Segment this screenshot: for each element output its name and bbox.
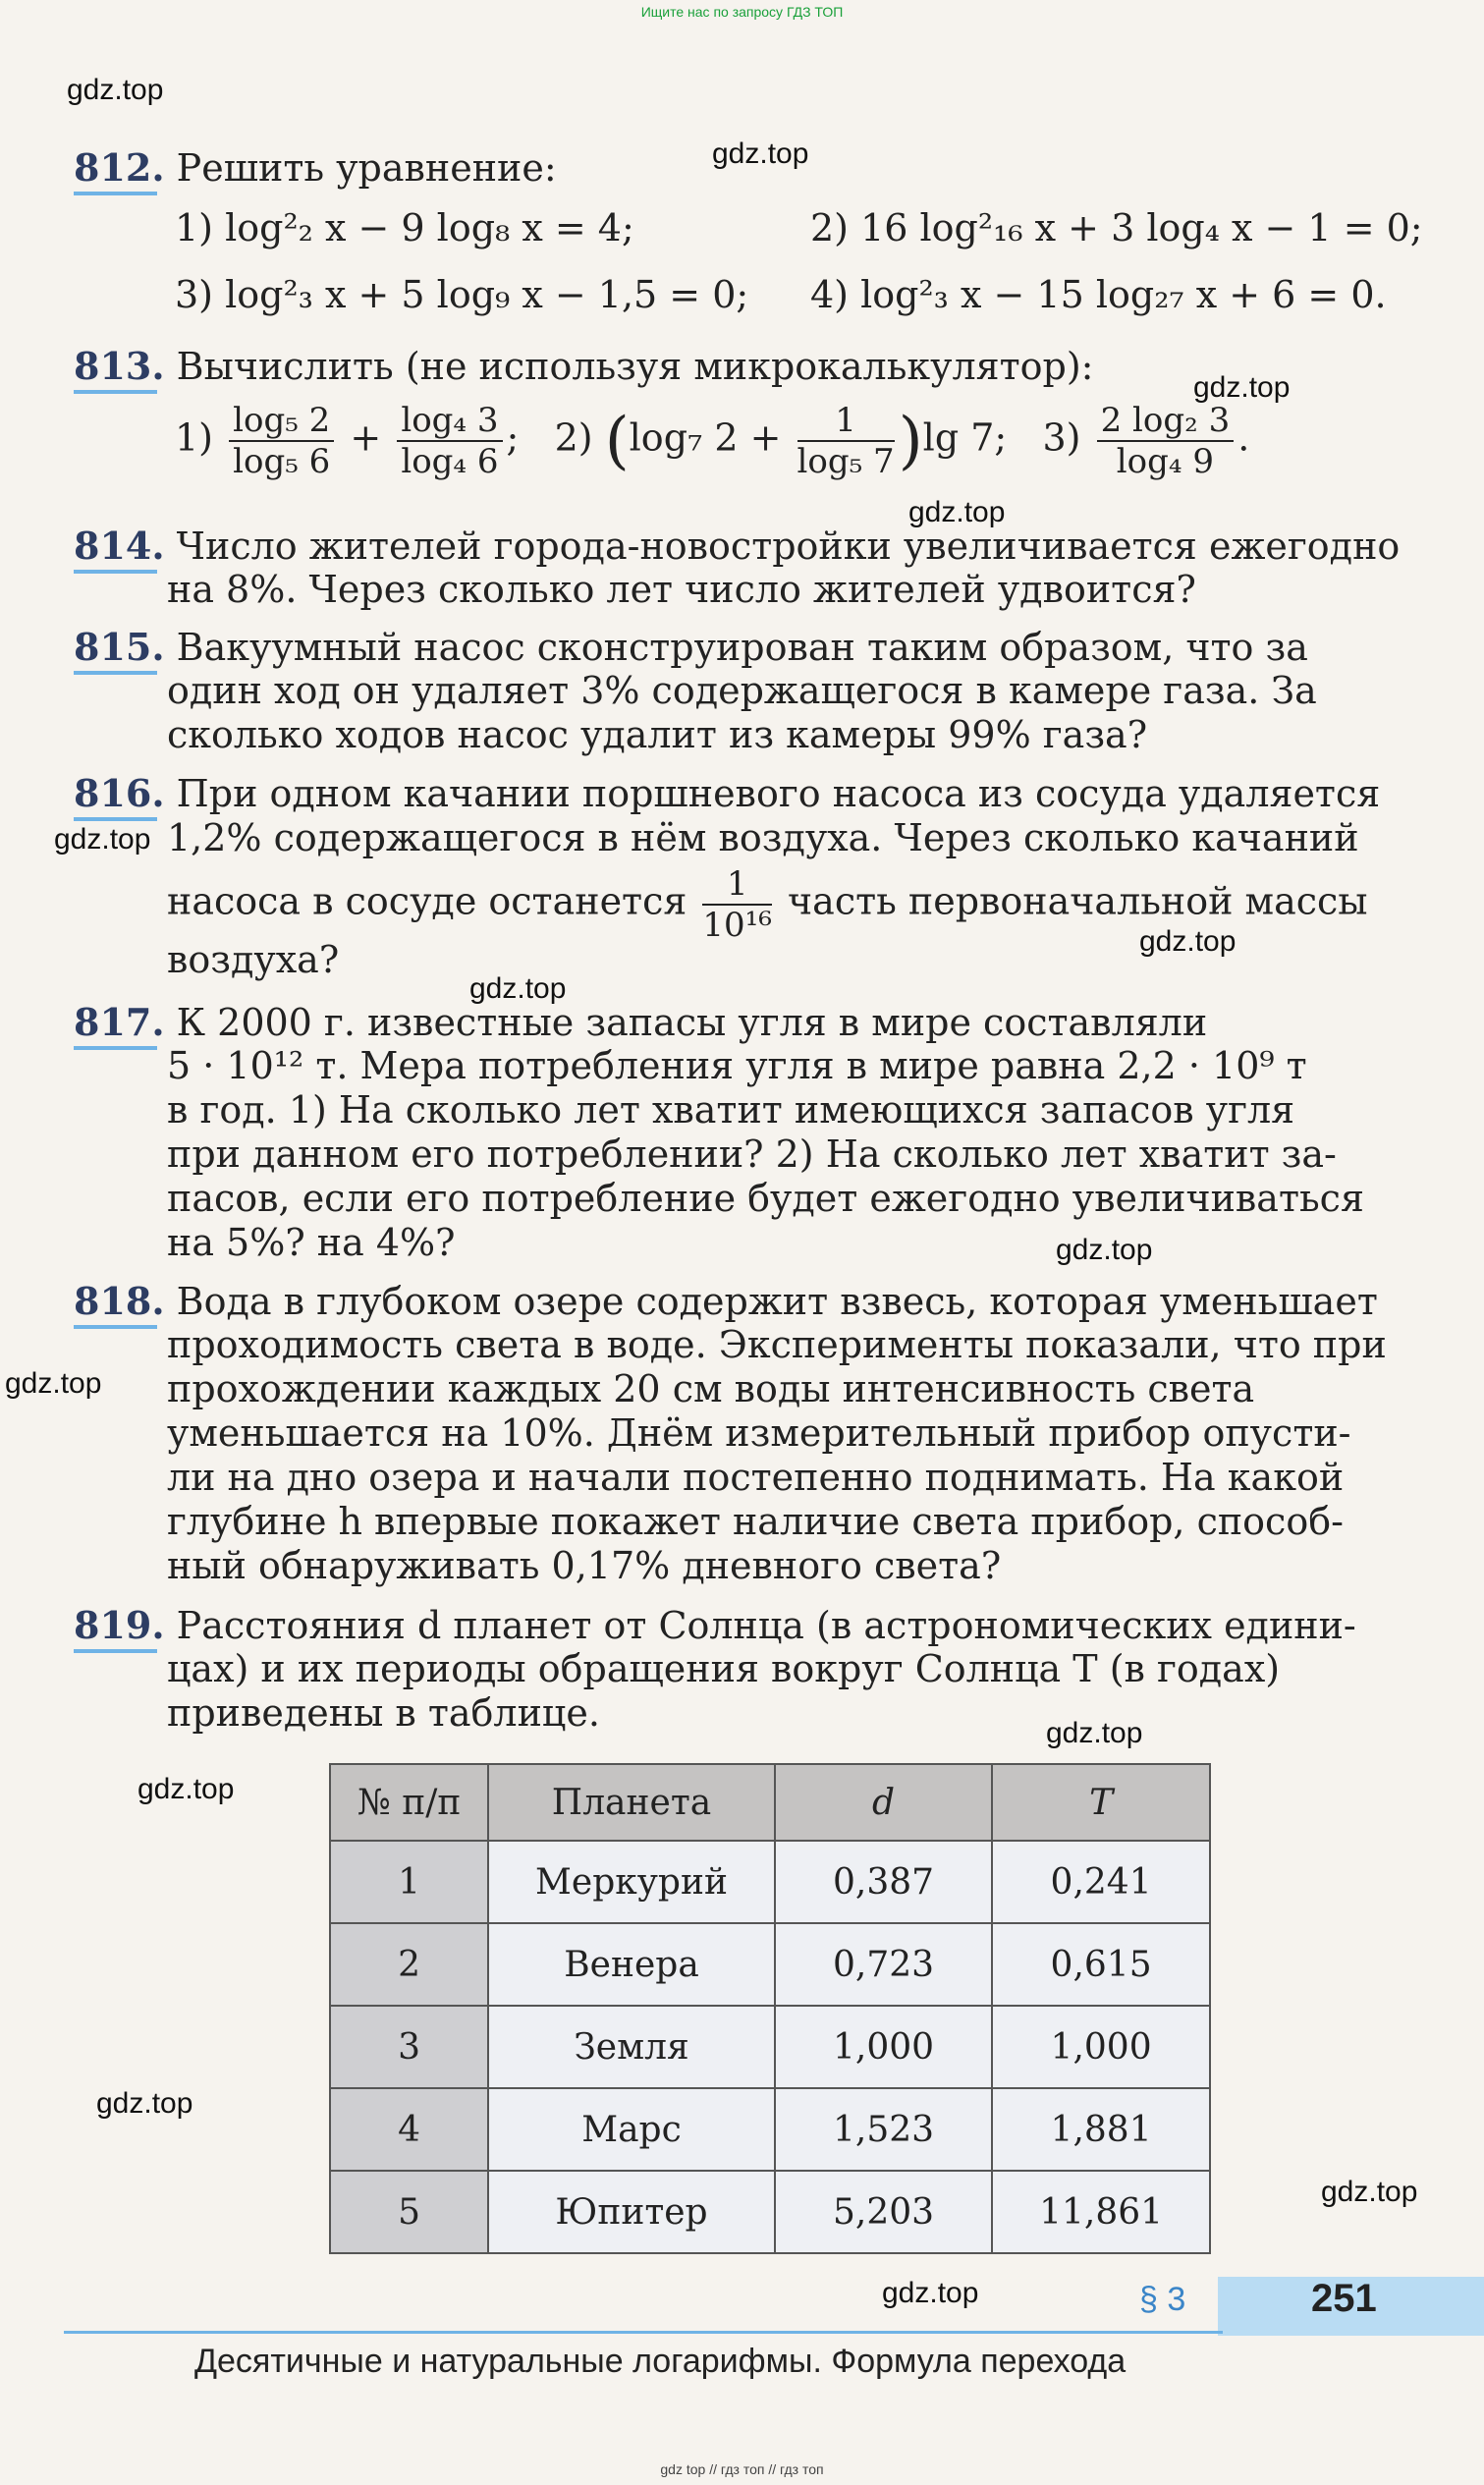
equation: 3) log²₃ x + 5 log₉ x − 1,5 = 0; — [175, 273, 749, 316]
cell-number: 2 — [330, 1923, 488, 2006]
denominator: log₄ 6 — [401, 442, 499, 481]
problem-812-heading — [74, 145, 557, 190]
problem-text: Число жителей города-новостройки увеличивается ежегодно — [176, 525, 1401, 568]
watermark: gdz.top — [469, 972, 567, 1005]
cell-period: 1,000 — [992, 2006, 1210, 2088]
problem-number: 818. — [74, 1279, 165, 1323]
watermark: gdz.top — [1046, 1717, 1143, 1749]
equation: 4) log²₃ x − 15 log₂₇ x + 6 = 0. — [810, 273, 1387, 316]
punct: ; — [506, 415, 520, 460]
problem-text: Расстояния d планет от Солнца (в астрономических едини- — [176, 1604, 1356, 1647]
watermark: gdz.top — [1139, 925, 1237, 958]
watermark: gdz.top — [1321, 2176, 1418, 2208]
cell-planet: Венера — [488, 1923, 775, 2006]
problem-text: К 2000 г. известные запасы угля в мире составляли — [176, 1001, 1208, 1044]
cell-number: 1 — [330, 1841, 488, 1923]
problem-text: часть первоначальной массы — [788, 879, 1368, 923]
problem-text: Вода в глубоком озере содержит взвесь, которая уменьшает — [176, 1280, 1378, 1323]
problem-number: 816. — [74, 771, 165, 815]
numerator: log₄ 3 — [397, 401, 502, 442]
expr-part: lg 7; — [922, 415, 1008, 460]
watermark: gdz.top — [908, 496, 1006, 528]
header-period: T — [992, 1764, 1210, 1841]
denominator: log₄ 9 — [1116, 442, 1214, 481]
problem-818 — [74, 1279, 1378, 1323]
page-number: 251 — [1311, 2277, 1377, 2320]
item-label: 2) — [554, 415, 593, 460]
header-planet: Планета — [488, 1764, 775, 1841]
cell-period: 1,881 — [992, 2088, 1210, 2171]
problem-text: на 8%. Через сколько лет число жителей удвоится? — [167, 568, 1196, 611]
cell-distance: 1,523 — [775, 2088, 992, 2171]
problem-817 — [74, 1000, 1207, 1044]
expression-row — [175, 401, 1249, 481]
cell-period: 0,241 — [992, 1841, 1210, 1923]
header-number: № п/п — [330, 1764, 488, 1841]
watermark: gdz.top — [96, 2087, 193, 2120]
cell-planet: Земля — [488, 2006, 775, 2088]
problem-text: пасов, если его потребление будет ежегодно увеличиваться — [167, 1177, 1364, 1220]
cell-number: 5 — [330, 2171, 488, 2253]
problem-number: 814. — [74, 524, 165, 568]
item-label: 1) — [175, 415, 214, 460]
problem-text: цах) и их периоды обращения вокруг Солнца T (в годах) — [167, 1647, 1281, 1690]
denominator: log₅ 6 — [233, 442, 331, 481]
header-distance: d — [775, 1764, 992, 1841]
cell-distance: 0,723 — [775, 1923, 992, 2006]
problem-816 — [74, 771, 1380, 815]
expr-part: log₇ 2 + — [629, 415, 782, 460]
bottom-banner[interactable]: gdz top // гдз топ // гдз топ — [660, 2461, 824, 2477]
numerator: 1 — [797, 401, 895, 442]
cell-distance: 0,387 — [775, 1841, 992, 1923]
table-header-row — [330, 1764, 1210, 1841]
section-label: § 3 — [1139, 2281, 1186, 2318]
watermark: gdz.top — [1193, 371, 1291, 404]
equation: 1) log²₂ x − 9 log₈ x = 4; — [175, 206, 634, 249]
table-row — [330, 2006, 1210, 2088]
top-banner[interactable]: Ищите нас по запросу ГДЗ ТОП — [640, 4, 844, 20]
paren-open: ( — [604, 405, 630, 477]
cell-planet: Юпитер — [488, 2171, 775, 2253]
running-footer-title: Десятичные и натуральные логарифмы. Формула перехода — [194, 2343, 1127, 2380]
footer-divider — [64, 2331, 1223, 2334]
denominator: 10¹⁶ — [702, 906, 772, 945]
fraction — [229, 401, 334, 481]
cell-number: 4 — [330, 2088, 488, 2171]
cell-planet: Меркурий — [488, 1841, 775, 1923]
numerator: 1 — [702, 864, 772, 906]
problem-text: в год. 1) На сколько лет хватит имеющихся запасов угля — [167, 1088, 1295, 1132]
problem-text: прохождении каждых 20 см воды интенсивность света — [167, 1367, 1255, 1410]
watermark: gdz.top — [5, 1367, 102, 1400]
table-row — [330, 2171, 1210, 2253]
numerator: 2 log₂ 3 — [1097, 401, 1235, 442]
problem-814 — [74, 524, 1400, 568]
problem-text: приведены в таблице. — [167, 1691, 600, 1735]
equation: 2) 16 log²₁₆ x + 3 log₄ x − 1 = 0; — [810, 206, 1423, 249]
cell-distance: 1,000 — [775, 2006, 992, 2088]
problem-text: воздуха? — [167, 938, 340, 981]
watermark: gdz.top — [137, 1773, 235, 1805]
problem-text: 5 · 10¹² т. Мера потребления угля в мире равна 2,2 · 10⁹ т — [167, 1044, 1307, 1087]
cell-period: 11,861 — [992, 2171, 1210, 2253]
problem-text: глубине h впервые покажет наличие света прибор, способ- — [167, 1500, 1344, 1543]
fraction — [1097, 401, 1235, 481]
problem-815 — [74, 625, 1308, 669]
problem-number: 819. — [74, 1603, 165, 1647]
problem-text: один ход он удаляет 3% содержащегося в камере газа. За — [167, 669, 1317, 712]
problem-text: проходимость света в воде. Эксперименты показали, что при — [167, 1323, 1387, 1366]
problem-text: сколько ходов насос удалит из камеры 99% газа? — [167, 713, 1148, 756]
problem-number: 817. — [74, 1000, 165, 1044]
problem-text: ный обнаруживать 0,17% дневного света? — [167, 1544, 1002, 1587]
table-row — [330, 2088, 1210, 2171]
watermark: gdz.top — [54, 823, 151, 856]
fraction — [797, 401, 895, 481]
paren-close: ) — [898, 405, 923, 477]
table-row — [330, 1841, 1210, 1923]
watermark: gdz.top — [1056, 1234, 1153, 1266]
cell-planet: Марс — [488, 2088, 775, 2171]
problem-text: Решить уравнение: — [176, 146, 557, 190]
problem-text: уменьшается на 10%. Днём измерительный прибор опусти- — [167, 1411, 1351, 1455]
item-label: 3) — [1042, 415, 1081, 460]
denominator: log₅ 7 — [797, 442, 895, 481]
cell-number: 3 — [330, 2006, 488, 2088]
fraction — [702, 864, 772, 945]
cell-period: 0,615 — [992, 1923, 1210, 2006]
operator: + — [350, 415, 382, 460]
problem-text: на 5%? на 4%? — [167, 1221, 456, 1264]
problem-number: 815. — [74, 625, 165, 669]
problem-813-heading — [74, 344, 1093, 388]
watermark: gdz.top — [712, 138, 809, 170]
watermark: gdz.top — [882, 2277, 979, 2309]
problem-text: Вакуумный насос сконструирован таким образом, что за — [176, 626, 1308, 669]
problem-text: ли на дно озера и начали постепенно поднимать. На какой — [167, 1456, 1345, 1499]
planets-table — [329, 1763, 1211, 2254]
problem-text-with-fraction — [167, 864, 1368, 945]
problem-text: При одном качании поршневого насоса из сосуда удаляется — [176, 772, 1381, 815]
table-row — [330, 1923, 1210, 2006]
cell-distance: 5,203 — [775, 2171, 992, 2253]
problem-text: насоса в сосуде останется — [167, 879, 687, 923]
fraction — [397, 401, 502, 481]
numerator: log₅ 2 — [229, 401, 334, 442]
problem-text: Вычислить (не используя микрокалькулятор): — [176, 345, 1094, 388]
problem-number: 812. — [74, 145, 165, 190]
watermark: gdz.top — [67, 74, 164, 106]
problem-text: 1,2% содержащегося в нём воздуха. Через сколько качаний — [167, 816, 1359, 859]
problem-text: при данном его потреблении? 2) На сколько лет хватит за- — [167, 1132, 1337, 1176]
problem-819 — [74, 1603, 1356, 1647]
punct: . — [1237, 415, 1250, 460]
problem-number: 813. — [74, 344, 165, 388]
